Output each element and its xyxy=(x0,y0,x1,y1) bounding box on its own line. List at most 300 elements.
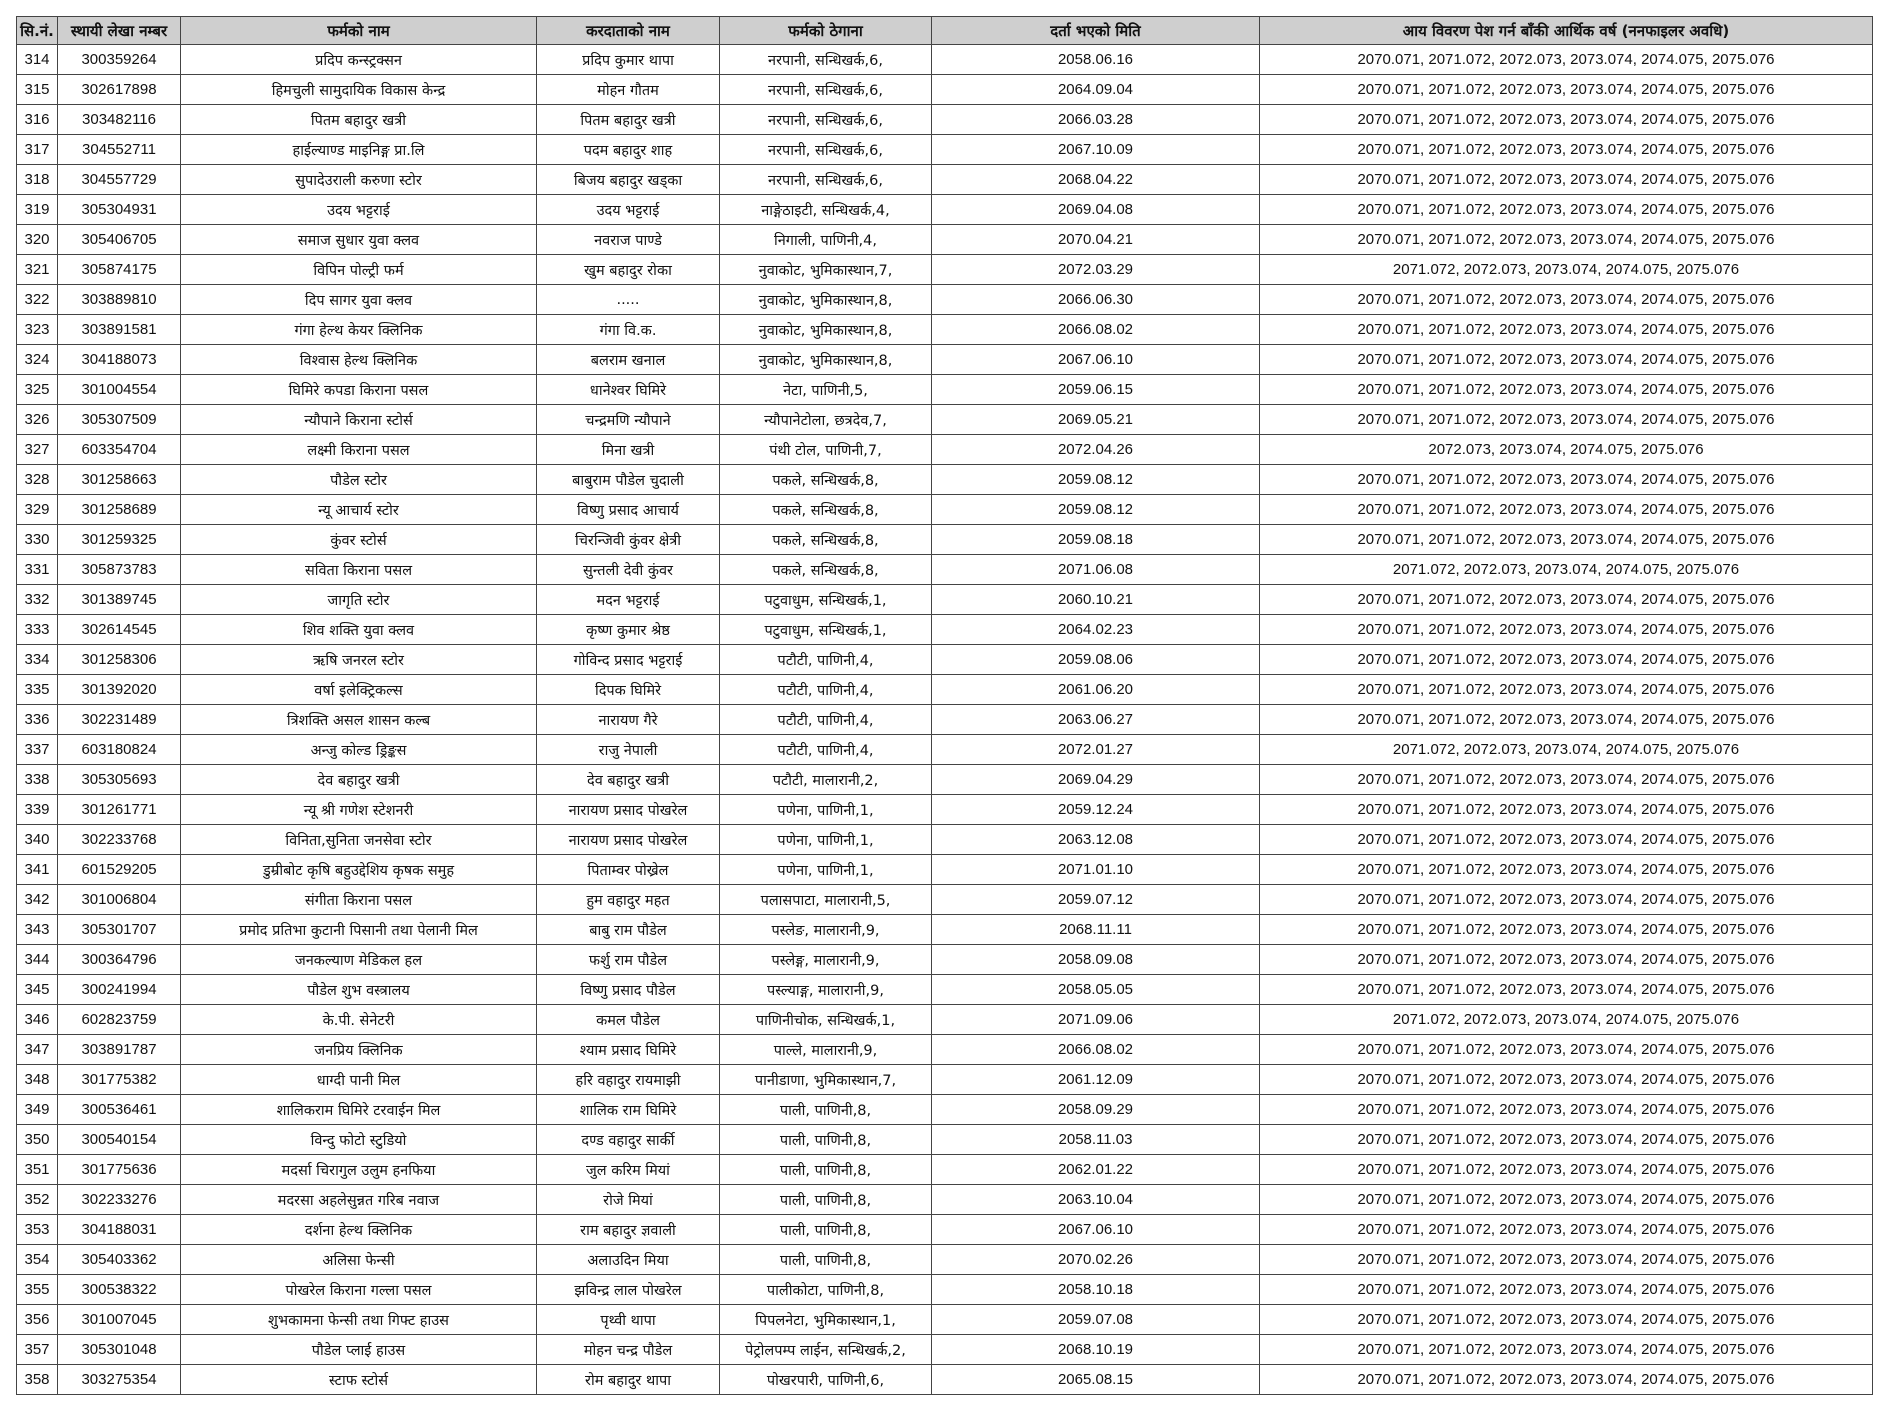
cell-firm-address: पाली, पाणिनी,8, xyxy=(720,1245,932,1275)
table-row xyxy=(17,1245,1873,1275)
cell-taxpayer-name: नारायण प्रसाद पोखरेल xyxy=(537,825,720,855)
table-row xyxy=(17,735,1873,765)
cell-registration-date: 2068.04.22 xyxy=(932,165,1260,195)
table-row xyxy=(17,975,1873,1005)
table-row xyxy=(17,1155,1873,1185)
cell-registration-date: 2063.06.27 xyxy=(932,705,1260,735)
cell-serial-number: 322 xyxy=(17,285,58,315)
cell-pending-fiscal-years: 2070.071, 2071.072, 2072.073, 2073.074, 2074.075, 2075.076 xyxy=(1260,915,1873,945)
table-row xyxy=(17,75,1873,105)
cell-serial-number: 328 xyxy=(17,465,58,495)
cell-taxpayer-name: गोविन्द प्रसाद भट्टराई xyxy=(537,645,720,675)
cell-pan: 602823759 xyxy=(58,1005,181,1035)
cell-pan: 300359264 xyxy=(58,45,181,75)
cell-pan: 301389745 xyxy=(58,585,181,615)
cell-taxpayer-name: प्रदिप कुमार थापा xyxy=(537,45,720,75)
cell-firm-address: पाली, पाणिनी,8, xyxy=(720,1155,932,1185)
cell-serial-number: 327 xyxy=(17,435,58,465)
cell-firm-name: मदरसा अहलेसुन्नत गरिब नवाज xyxy=(181,1185,537,1215)
cell-taxpayer-name: कमल पौडेल xyxy=(537,1005,720,1035)
cell-firm-address: पस्ल्याङ्ग, मालारानी,9, xyxy=(720,975,932,1005)
cell-taxpayer-name: कृष्ण कुमार श्रेष्ठ xyxy=(537,615,720,645)
cell-serial-number: 358 xyxy=(17,1365,58,1395)
cell-firm-address: पटुवाधुम, सन्धिखर्क,1, xyxy=(720,585,932,615)
cell-pending-fiscal-years: 2070.071, 2071.072, 2072.073, 2073.074, 2074.075, 2075.076 xyxy=(1260,105,1873,135)
cell-firm-name: विन्दु फोटो स्टुडियो xyxy=(181,1125,537,1155)
table-row xyxy=(17,165,1873,195)
cell-registration-date: 2065.08.15 xyxy=(932,1365,1260,1395)
cell-firm-address: पकले, सन्धिखर्क,8, xyxy=(720,555,932,585)
cell-firm-address: नरपानी, सन्धिखर्क,6, xyxy=(720,75,932,105)
table-row xyxy=(17,615,1873,645)
cell-serial-number: 352 xyxy=(17,1185,58,1215)
header-firm-name: फर्मको नाम xyxy=(181,17,537,45)
cell-serial-number: 351 xyxy=(17,1155,58,1185)
cell-pending-fiscal-years: 2072.073, 2073.074, 2074.075, 2075.076 xyxy=(1260,435,1873,465)
cell-taxpayer-name: जुल करिम मियां xyxy=(537,1155,720,1185)
cell-serial-number: 317 xyxy=(17,135,58,165)
cell-pending-fiscal-years: 2070.071, 2071.072, 2072.073, 2073.074, 2074.075, 2075.076 xyxy=(1260,1125,1873,1155)
table-row xyxy=(17,405,1873,435)
cell-registration-date: 2069.04.08 xyxy=(932,195,1260,225)
cell-pending-fiscal-years: 2071.072, 2072.073, 2073.074, 2074.075, 2075.076 xyxy=(1260,1005,1873,1035)
cell-firm-address: नुवाकोट, भुमिकास्थान,8, xyxy=(720,345,932,375)
cell-taxpayer-name: पृथ्वी थापा xyxy=(537,1305,720,1335)
cell-serial-number: 338 xyxy=(17,765,58,795)
cell-serial-number: 334 xyxy=(17,645,58,675)
table-row xyxy=(17,885,1873,915)
cell-firm-name: शुभकामना फेन्सी तथा गिफ्ट हाउस xyxy=(181,1305,537,1335)
cell-registration-date: 2070.02.26 xyxy=(932,1245,1260,1275)
cell-pan: 305305693 xyxy=(58,765,181,795)
cell-registration-date: 2068.10.19 xyxy=(932,1335,1260,1365)
table-row xyxy=(17,255,1873,285)
cell-registration-date: 2066.08.02 xyxy=(932,315,1260,345)
table-row xyxy=(17,1215,1873,1245)
cell-registration-date: 2071.06.08 xyxy=(932,555,1260,585)
cell-firm-name: पितम बहादुर खत्री xyxy=(181,105,537,135)
cell-registration-date: 2067.10.09 xyxy=(932,135,1260,165)
cell-registration-date: 2059.06.15 xyxy=(932,375,1260,405)
cell-pending-fiscal-years: 2070.071, 2071.072, 2072.073, 2073.074, 2074.075, 2075.076 xyxy=(1260,795,1873,825)
cell-pan: 304552711 xyxy=(58,135,181,165)
table-row xyxy=(17,1035,1873,1065)
cell-pan: 303889810 xyxy=(58,285,181,315)
cell-firm-address: पालीकोटा, पाणिनी,8, xyxy=(720,1275,932,1305)
cell-registration-date: 2072.01.27 xyxy=(932,735,1260,765)
cell-taxpayer-name: मदन भट्टराई xyxy=(537,585,720,615)
table-row xyxy=(17,855,1873,885)
cell-pending-fiscal-years: 2070.071, 2071.072, 2072.073, 2073.074, 2074.075, 2075.076 xyxy=(1260,525,1873,555)
table-row xyxy=(17,195,1873,225)
cell-pan: 300241994 xyxy=(58,975,181,1005)
nonfiler-table xyxy=(16,16,1873,1395)
cell-pending-fiscal-years: 2070.071, 2071.072, 2072.073, 2073.074, 2074.075, 2075.076 xyxy=(1260,615,1873,645)
cell-pending-fiscal-years: 2070.071, 2071.072, 2072.073, 2073.074, 2074.075, 2075.076 xyxy=(1260,465,1873,495)
cell-serial-number: 324 xyxy=(17,345,58,375)
table-row xyxy=(17,1065,1873,1095)
cell-firm-name: धाग्दी पानी मिल xyxy=(181,1065,537,1095)
cell-firm-name: दिप सागर युवा क्लव xyxy=(181,285,537,315)
header-taxpayer-name: करदाताको नाम xyxy=(537,17,720,45)
cell-pending-fiscal-years: 2071.072, 2072.073, 2073.074, 2074.075, 2075.076 xyxy=(1260,555,1873,585)
cell-registration-date: 2066.06.30 xyxy=(932,285,1260,315)
cell-firm-name: स्टाफ स्टोर्स xyxy=(181,1365,537,1395)
cell-serial-number: 319 xyxy=(17,195,58,225)
cell-serial-number: 330 xyxy=(17,525,58,555)
cell-serial-number: 339 xyxy=(17,795,58,825)
cell-pending-fiscal-years: 2070.071, 2071.072, 2072.073, 2073.074, 2074.075, 2075.076 xyxy=(1260,585,1873,615)
header-pending-fiscal-years: आय विवरण पेश गर्न बाँकी आर्थिक वर्ष (ननफाइलर अवधि) xyxy=(1260,17,1873,45)
cell-serial-number: 353 xyxy=(17,1215,58,1245)
header-pan: स्थायी लेखा नम्बर xyxy=(58,17,181,45)
cell-serial-number: 348 xyxy=(17,1065,58,1095)
cell-firm-name: उदय भट्टराई xyxy=(181,195,537,225)
cell-taxpayer-name: विष्णु प्रसाद पौडेल xyxy=(537,975,720,1005)
cell-firm-address: नुवाकोट, भुमिकास्थान,8, xyxy=(720,315,932,345)
table-row xyxy=(17,765,1873,795)
cell-firm-address: पणेना, पाणिनी,1, xyxy=(720,825,932,855)
cell-registration-date: 2059.07.12 xyxy=(932,885,1260,915)
cell-pan: 301258663 xyxy=(58,465,181,495)
table-row xyxy=(17,945,1873,975)
cell-registration-date: 2058.06.16 xyxy=(932,45,1260,75)
cell-serial-number: 356 xyxy=(17,1305,58,1335)
cell-firm-address: पटौटी, पाणिनी,4, xyxy=(720,705,932,735)
cell-serial-number: 350 xyxy=(17,1125,58,1155)
cell-taxpayer-name: नारायण गैरे xyxy=(537,705,720,735)
table-row xyxy=(17,495,1873,525)
cell-taxpayer-name: विष्णु प्रसाद आचार्य xyxy=(537,495,720,525)
cell-firm-address: पकले, सन्धिखर्क,8, xyxy=(720,495,932,525)
cell-firm-name: मदर्सा चिरागुल उलुम हनफिया xyxy=(181,1155,537,1185)
cell-serial-number: 320 xyxy=(17,225,58,255)
cell-pan: 301007045 xyxy=(58,1305,181,1335)
cell-pending-fiscal-years: 2070.071, 2071.072, 2072.073, 2073.074, 2074.075, 2075.076 xyxy=(1260,375,1873,405)
cell-pan: 304188031 xyxy=(58,1215,181,1245)
cell-registration-date: 2061.06.20 xyxy=(932,675,1260,705)
cell-pan: 301775382 xyxy=(58,1065,181,1095)
cell-pan: 603354704 xyxy=(58,435,181,465)
cell-firm-address: नेटा, पाणिनी,5, xyxy=(720,375,932,405)
cell-pending-fiscal-years: 2070.071, 2071.072, 2072.073, 2073.074, 2074.075, 2075.076 xyxy=(1260,165,1873,195)
cell-pan: 303891787 xyxy=(58,1035,181,1065)
cell-pending-fiscal-years: 2070.071, 2071.072, 2072.073, 2073.074, 2074.075, 2075.076 xyxy=(1260,885,1873,915)
cell-taxpayer-name: अलाउदिन मिया xyxy=(537,1245,720,1275)
cell-pan: 601529205 xyxy=(58,855,181,885)
cell-firm-name: विश्वास हेल्थ क्लिनिक xyxy=(181,345,537,375)
cell-pan: 301392020 xyxy=(58,675,181,705)
cell-pan: 301258306 xyxy=(58,645,181,675)
cell-pending-fiscal-years: 2070.071, 2071.072, 2072.073, 2073.074, 2074.075, 2075.076 xyxy=(1260,285,1873,315)
cell-firm-address: पस्लेङ, मालारानी,9, xyxy=(720,915,932,945)
cell-firm-name: कुंवर स्टोर्स xyxy=(181,525,537,555)
cell-pending-fiscal-years: 2070.071, 2071.072, 2072.073, 2073.074, 2074.075, 2075.076 xyxy=(1260,1215,1873,1245)
cell-taxpayer-name: रोम बहादुर थापा xyxy=(537,1365,720,1395)
cell-registration-date: 2060.10.21 xyxy=(932,585,1260,615)
cell-firm-name: हिमचुली सामुदायिक विकास केन्द्र xyxy=(181,75,537,105)
cell-firm-name: जनप्रिय क्लिनिक xyxy=(181,1035,537,1065)
cell-registration-date: 2071.01.10 xyxy=(932,855,1260,885)
cell-taxpayer-name: चन्द्रमणि न्यौपाने xyxy=(537,405,720,435)
cell-taxpayer-name: पदम बहादुर शाह xyxy=(537,135,720,165)
cell-pan: 302233276 xyxy=(58,1185,181,1215)
cell-taxpayer-name: पितम बहादुर खत्री xyxy=(537,105,720,135)
cell-pending-fiscal-years: 2070.071, 2071.072, 2072.073, 2073.074, 2074.075, 2075.076 xyxy=(1260,1035,1873,1065)
cell-registration-date: 2059.08.06 xyxy=(932,645,1260,675)
cell-registration-date: 2072.04.26 xyxy=(932,435,1260,465)
cell-firm-address: नरपानी, सन्धिखर्क,6, xyxy=(720,105,932,135)
cell-registration-date: 2059.12.24 xyxy=(932,795,1260,825)
table-row xyxy=(17,225,1873,255)
cell-registration-date: 2070.04.21 xyxy=(932,225,1260,255)
cell-serial-number: 314 xyxy=(17,45,58,75)
cell-pan: 300540154 xyxy=(58,1125,181,1155)
cell-firm-name: सविता किराना पसल xyxy=(181,555,537,585)
cell-taxpayer-name: उदय भट्टराई xyxy=(537,195,720,225)
cell-firm-name: अलिसा फेन्सी xyxy=(181,1245,537,1275)
cell-taxpayer-name: चिरन्जिवी कुंवर क्षेत्री xyxy=(537,525,720,555)
cell-firm-address: पणेना, पाणिनी,1, xyxy=(720,855,932,885)
cell-pending-fiscal-years: 2070.071, 2071.072, 2072.073, 2073.074, 2074.075, 2075.076 xyxy=(1260,315,1873,345)
cell-registration-date: 2067.06.10 xyxy=(932,345,1260,375)
cell-serial-number: 326 xyxy=(17,405,58,435)
cell-pan: 301006804 xyxy=(58,885,181,915)
cell-pan: 303891581 xyxy=(58,315,181,345)
cell-taxpayer-name: नारायण प्रसाद पोखरेल xyxy=(537,795,720,825)
cell-firm-name: विपिन पोल्ट्री फर्म xyxy=(181,255,537,285)
cell-serial-number: 316 xyxy=(17,105,58,135)
cell-pending-fiscal-years: 2070.071, 2071.072, 2072.073, 2073.074, 2074.075, 2075.076 xyxy=(1260,975,1873,1005)
cell-taxpayer-name: गंगा वि.क. xyxy=(537,315,720,345)
cell-registration-date: 2066.08.02 xyxy=(932,1035,1260,1065)
cell-pending-fiscal-years: 2070.071, 2071.072, 2072.073, 2073.074, 2074.075, 2075.076 xyxy=(1260,705,1873,735)
cell-firm-name: लक्ष्मी किराना पसल xyxy=(181,435,537,465)
cell-pending-fiscal-years: 2070.071, 2071.072, 2072.073, 2073.074, 2074.075, 2075.076 xyxy=(1260,345,1873,375)
cell-firm-address: पणेना, पाणिनी,1, xyxy=(720,795,932,825)
cell-taxpayer-name: दिपक घिमिरे xyxy=(537,675,720,705)
cell-firm-address: पटौटी, पाणिनी,4, xyxy=(720,645,932,675)
cell-registration-date: 2058.05.05 xyxy=(932,975,1260,1005)
cell-taxpayer-name: राम बहादुर ज्ञवाली xyxy=(537,1215,720,1245)
cell-pan: 300538322 xyxy=(58,1275,181,1305)
cell-firm-name: पौडेल शुभ वस्त्रालय xyxy=(181,975,537,1005)
cell-pan: 302614545 xyxy=(58,615,181,645)
cell-firm-name: संगीता किराना पसल xyxy=(181,885,537,915)
cell-serial-number: 341 xyxy=(17,855,58,885)
cell-taxpayer-name: पिताम्वर पोख्रेल xyxy=(537,855,720,885)
table-row xyxy=(17,795,1873,825)
cell-taxpayer-name: मोहन चन्द्र पौडेल xyxy=(537,1335,720,1365)
cell-pending-fiscal-years: 2070.071, 2071.072, 2072.073, 2073.074, 2074.075, 2075.076 xyxy=(1260,135,1873,165)
cell-firm-address: नुवाकोट, भुमिकास्थान,7, xyxy=(720,255,932,285)
cell-pending-fiscal-years: 2070.071, 2071.072, 2072.073, 2073.074, 2074.075, 2075.076 xyxy=(1260,945,1873,975)
cell-serial-number: 357 xyxy=(17,1335,58,1365)
cell-registration-date: 2058.11.03 xyxy=(932,1125,1260,1155)
cell-taxpayer-name: मिना खत्री xyxy=(537,435,720,465)
header-registration-date: दर्ता भएको मिति xyxy=(932,17,1260,45)
cell-firm-address: न्यौपानेटोला, छत्रदेव,7, xyxy=(720,405,932,435)
cell-firm-address: पोखरपारी, पाणिनी,6, xyxy=(720,1365,932,1395)
cell-pending-fiscal-years: 2070.071, 2071.072, 2072.073, 2073.074, 2074.075, 2075.076 xyxy=(1260,1065,1873,1095)
table-row xyxy=(17,825,1873,855)
table-row xyxy=(17,1275,1873,1305)
table-row xyxy=(17,1305,1873,1335)
cell-pan: 305304931 xyxy=(58,195,181,225)
cell-pan: 304188073 xyxy=(58,345,181,375)
cell-firm-address: पिपलनेटा, भुमिकास्थान,1, xyxy=(720,1305,932,1335)
cell-serial-number: 331 xyxy=(17,555,58,585)
cell-pan: 305406705 xyxy=(58,225,181,255)
cell-registration-date: 2072.03.29 xyxy=(932,255,1260,285)
cell-pan: 300364796 xyxy=(58,945,181,975)
cell-serial-number: 323 xyxy=(17,315,58,345)
cell-firm-address: पस्लेङ्ग, मालारानी,9, xyxy=(720,945,932,975)
cell-firm-name: सुपादेउराली करुणा स्टोर xyxy=(181,165,537,195)
cell-taxpayer-name: हुम वहादुर महत xyxy=(537,885,720,915)
table-row xyxy=(17,1095,1873,1125)
table-row xyxy=(17,555,1873,585)
cell-pending-fiscal-years: 2070.071, 2071.072, 2072.073, 2073.074, 2074.075, 2075.076 xyxy=(1260,195,1873,225)
cell-firm-name: समाज सुधार युवा क्लव xyxy=(181,225,537,255)
cell-serial-number: 343 xyxy=(17,915,58,945)
cell-firm-name: देव बहादुर खत्री xyxy=(181,765,537,795)
cell-taxpayer-name: धानेश्वर घिमिरे xyxy=(537,375,720,405)
cell-pending-fiscal-years: 2070.071, 2071.072, 2072.073, 2073.074, 2074.075, 2075.076 xyxy=(1260,855,1873,885)
cell-firm-address: पाणिनीचोक, सन्धिखर्क,1, xyxy=(720,1005,932,1035)
cell-pan: 301258689 xyxy=(58,495,181,525)
cell-firm-address: पाली, पाणिनी,8, xyxy=(720,1215,932,1245)
cell-pan: 303482116 xyxy=(58,105,181,135)
cell-pan: 302233768 xyxy=(58,825,181,855)
cell-firm-name: प्रदिप कन्स्ट्रक्सन xyxy=(181,45,537,75)
cell-firm-address: पटौटी, मालारानी,2, xyxy=(720,765,932,795)
cell-firm-name: न्यौपाने किराना स्टोर्स xyxy=(181,405,537,435)
cell-taxpayer-name: ..... xyxy=(537,285,720,315)
cell-serial-number: 315 xyxy=(17,75,58,105)
cell-registration-date: 2064.09.04 xyxy=(932,75,1260,105)
cell-serial-number: 332 xyxy=(17,585,58,615)
table-row xyxy=(17,1125,1873,1155)
cell-pending-fiscal-years: 2070.071, 2071.072, 2072.073, 2073.074, 2074.075, 2075.076 xyxy=(1260,75,1873,105)
cell-firm-name: के.पी. सेनेटरी xyxy=(181,1005,537,1035)
cell-pending-fiscal-years: 2070.071, 2071.072, 2072.073, 2073.074, 2074.075, 2075.076 xyxy=(1260,405,1873,435)
cell-firm-name: डुम्रीबोट कृषि बहुउद्देशिय कृषक समुह xyxy=(181,855,537,885)
cell-taxpayer-name: खुम बहादुर रोका xyxy=(537,255,720,285)
cell-pending-fiscal-years: 2070.071, 2071.072, 2072.073, 2073.074, 2074.075, 2075.076 xyxy=(1260,225,1873,255)
nonfiler-list-sheet xyxy=(16,16,1872,1395)
cell-firm-address: पलासपाटा, मालारानी,5, xyxy=(720,885,932,915)
table-row xyxy=(17,345,1873,375)
cell-pan: 305301048 xyxy=(58,1335,181,1365)
table-row xyxy=(17,45,1873,75)
table-row xyxy=(17,1335,1873,1365)
cell-pan: 305874175 xyxy=(58,255,181,285)
cell-serial-number: 347 xyxy=(17,1035,58,1065)
cell-firm-address: नाङ्गेठाइटी, सन्धिखर्क,4, xyxy=(720,195,932,225)
table-row xyxy=(17,675,1873,705)
cell-firm-name: न्यू आचार्य स्टोर xyxy=(181,495,537,525)
cell-firm-address: नरपानी, सन्धिखर्क,6, xyxy=(720,135,932,165)
cell-pan: 302617898 xyxy=(58,75,181,105)
cell-pan: 304557729 xyxy=(58,165,181,195)
cell-firm-address: पटौटी, पाणिनी,4, xyxy=(720,735,932,765)
cell-serial-number: 321 xyxy=(17,255,58,285)
cell-firm-name: गंगा हेल्थ केयर क्लिनिक xyxy=(181,315,537,345)
cell-pan: 603180824 xyxy=(58,735,181,765)
cell-firm-address: पकले, सन्धिखर्क,8, xyxy=(720,465,932,495)
cell-firm-address: पंथी टोल, पाणिनी,7, xyxy=(720,435,932,465)
cell-taxpayer-name: शालिक राम घिमिरे xyxy=(537,1095,720,1125)
cell-taxpayer-name: मोहन गौतम xyxy=(537,75,720,105)
cell-taxpayer-name: सुन्तली देवी कुंवर xyxy=(537,555,720,585)
cell-pending-fiscal-years: 2070.071, 2071.072, 2072.073, 2073.074, 2074.075, 2075.076 xyxy=(1260,1365,1873,1395)
cell-pending-fiscal-years: 2070.071, 2071.072, 2072.073, 2073.074, 2074.075, 2075.076 xyxy=(1260,495,1873,525)
cell-pan: 305403362 xyxy=(58,1245,181,1275)
cell-firm-name: पोखरेल किराना गल्ला पसल xyxy=(181,1275,537,1305)
cell-registration-date: 2063.12.08 xyxy=(932,825,1260,855)
cell-firm-address: नरपानी, सन्धिखर्क,6, xyxy=(720,45,932,75)
cell-pan: 305873783 xyxy=(58,555,181,585)
cell-firm-name: जनकल्याण मेडिकल हल xyxy=(181,945,537,975)
cell-firm-name: विनिता,सुनिता जनसेवा स्टोर xyxy=(181,825,537,855)
cell-firm-address: पकले, सन्धिखर्क,8, xyxy=(720,525,932,555)
cell-firm-address: पाली, पाणिनी,8, xyxy=(720,1125,932,1155)
cell-firm-name: हाईल्याण्ड माइनिङ्ग प्रा.लि xyxy=(181,135,537,165)
cell-serial-number: 325 xyxy=(17,375,58,405)
table-row xyxy=(17,1185,1873,1215)
cell-serial-number: 340 xyxy=(17,825,58,855)
cell-pan: 302231489 xyxy=(58,705,181,735)
cell-serial-number: 344 xyxy=(17,945,58,975)
cell-firm-address: पाल्ले, मालारानी,9, xyxy=(720,1035,932,1065)
cell-pan: 301261771 xyxy=(58,795,181,825)
cell-taxpayer-name: देव बहादुर खत्री xyxy=(537,765,720,795)
cell-firm-address: पटुवाधुम, सन्धिखर्क,1, xyxy=(720,615,932,645)
cell-firm-address: पेट्रोलपम्प लाईन, सन्धिखर्क,2, xyxy=(720,1335,932,1365)
cell-taxpayer-name: हरि वहादुर रायमाझी xyxy=(537,1065,720,1095)
cell-pan: 305301707 xyxy=(58,915,181,945)
cell-firm-name: दर्शना हेल्थ क्लिनिक xyxy=(181,1215,537,1245)
cell-taxpayer-name: बलराम खनाल xyxy=(537,345,720,375)
cell-firm-name: जागृति स्टोर xyxy=(181,585,537,615)
header-firm-address: फर्मको ठेगाना xyxy=(720,17,932,45)
cell-taxpayer-name: दण्ड वहादुर सार्की xyxy=(537,1125,720,1155)
cell-pending-fiscal-years: 2071.072, 2072.073, 2073.074, 2074.075, 2075.076 xyxy=(1260,735,1873,765)
cell-registration-date: 2064.02.23 xyxy=(932,615,1260,645)
cell-pending-fiscal-years: 2070.071, 2071.072, 2072.073, 2073.074, 2074.075, 2075.076 xyxy=(1260,1155,1873,1185)
cell-taxpayer-name: फर्शु राम पौडेल xyxy=(537,945,720,975)
table-row xyxy=(17,705,1873,735)
cell-taxpayer-name: राजु नेपाली xyxy=(537,735,720,765)
cell-registration-date: 2063.10.04 xyxy=(932,1185,1260,1215)
cell-registration-date: 2068.11.11 xyxy=(932,915,1260,945)
cell-firm-address: नरपानी, सन्धिखर्क,6, xyxy=(720,165,932,195)
table-body xyxy=(17,45,1873,1395)
cell-pending-fiscal-years: 2070.071, 2071.072, 2072.073, 2073.074, 2074.075, 2075.076 xyxy=(1260,1185,1873,1215)
table-row xyxy=(17,105,1873,135)
cell-firm-address: निगाली, पाणिनी,4, xyxy=(720,225,932,255)
cell-serial-number: 342 xyxy=(17,885,58,915)
cell-registration-date: 2059.07.08 xyxy=(932,1305,1260,1335)
cell-firm-name: शिव शक्ति युवा क्लव xyxy=(181,615,537,645)
cell-firm-name: प्रमोद प्रतिभा कुटानी पिसानी तथा पेलानी मिल xyxy=(181,915,537,945)
cell-pan: 305307509 xyxy=(58,405,181,435)
cell-serial-number: 349 xyxy=(17,1095,58,1125)
cell-pending-fiscal-years: 2070.071, 2071.072, 2072.073, 2073.074, 2074.075, 2075.076 xyxy=(1260,645,1873,675)
cell-registration-date: 2058.09.08 xyxy=(932,945,1260,975)
table-row xyxy=(17,525,1873,555)
